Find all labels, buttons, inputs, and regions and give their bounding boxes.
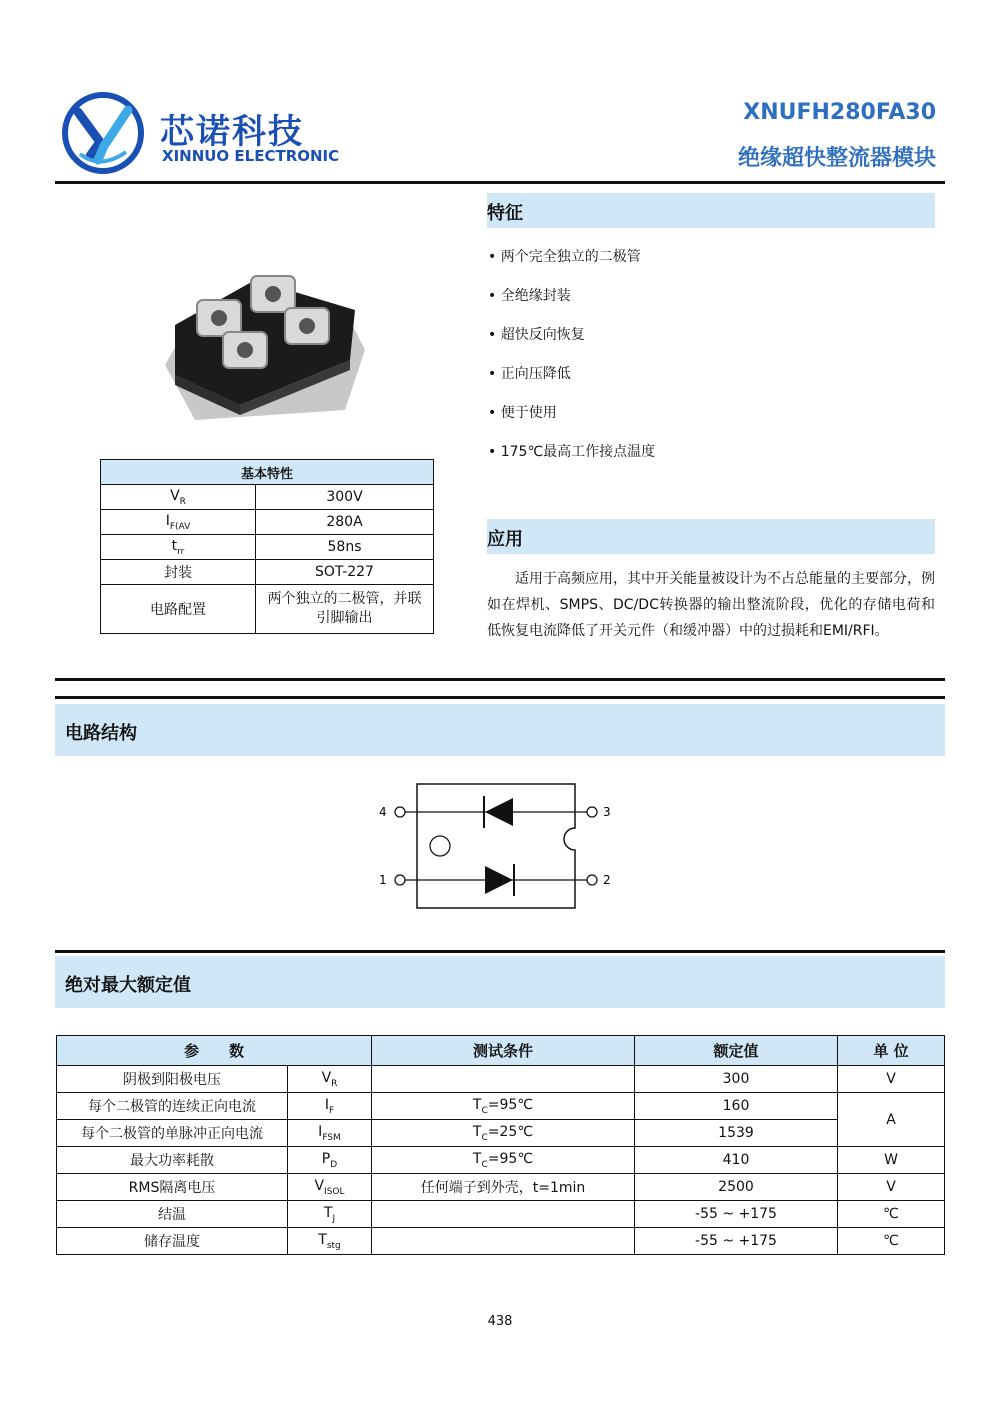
param-symbol: $I_{FSM}$ <box>288 1120 372 1147</box>
basic-specs-table <box>100 459 434 634</box>
param-name: 每个二极管的单脉冲正向电流 <box>57 1120 288 1147</box>
param-name: 最大功率耗散 <box>57 1147 288 1174</box>
unit: ℃ <box>838 1201 945 1228</box>
param-symbol: $T_J$ <box>288 1201 372 1228</box>
rated-value: 160 <box>635 1093 838 1120</box>
param-symbol: $P_D$ <box>288 1147 372 1174</box>
spec-value: 两个独立的二极管，并联引脚输出 <box>256 585 434 634</box>
table-row <box>101 485 434 510</box>
list-item: • 超快反向恢复 <box>488 325 655 364</box>
param-symbol: $V_{ISOL}$ <box>288 1174 372 1201</box>
table-row <box>57 1228 945 1255</box>
ratings-table <box>56 1035 945 1255</box>
application-text: 适用于高频应用，其中开关能量被设计为不占总能量的主要部分，例如在焊机、SMPS、DC/DC转换器的输出整流阶段，优化的存储电荷和低恢复电流降低了开关元件（和缓冲器）中的过损耗和EMI/RFI。 <box>487 571 935 639</box>
model-number: XNUFH280FA30 <box>743 100 936 125</box>
header-value: 额定值 <box>635 1036 838 1066</box>
table-row <box>57 1093 945 1120</box>
pin-label: 3 <box>603 805 611 819</box>
spec-param: 封装 <box>101 560 256 585</box>
spec-value: 300V <box>256 485 434 510</box>
spec-param: 电路配置 <box>101 585 256 634</box>
ratings-title: 绝对最大额定值 <box>65 975 191 996</box>
section-divider <box>55 696 945 699</box>
test-condition: 任何端子到外壳，t=1min <box>372 1174 635 1201</box>
test-condition: $T_C=25℃$ <box>372 1120 635 1147</box>
features-list <box>488 247 655 481</box>
test-condition: $T_C=95℃$ <box>372 1147 635 1174</box>
rated-value: -55 ~ +175 <box>635 1228 838 1255</box>
product-subtitle: 绝缘超快整流器模块 <box>737 146 936 171</box>
param-name: 每个二极管的连续正向电流 <box>57 1093 288 1120</box>
page-number: 438 <box>487 1314 513 1329</box>
section-header-features <box>487 193 935 228</box>
circuit-title: 电路结构 <box>65 723 137 744</box>
spec-value: 280A <box>256 510 434 535</box>
table-row <box>101 560 434 585</box>
section-header-circuit <box>55 704 945 756</box>
table-row <box>57 1120 945 1147</box>
application-title: 应用 <box>487 529 523 550</box>
pin-label: 1 <box>379 873 387 887</box>
pin-label: 4 <box>379 805 387 819</box>
param-symbol: $T_{stg}$ <box>288 1228 372 1255</box>
unit: W <box>838 1147 945 1174</box>
list-item: • 175℃最高工作接点温度 <box>488 442 655 481</box>
header-condition: 测试条件 <box>372 1036 635 1066</box>
table-row <box>57 1174 945 1201</box>
list-item: • 全绝缘封装 <box>488 286 655 325</box>
spec-value: SOT-227 <box>256 560 434 585</box>
test-condition <box>372 1228 635 1255</box>
product-image <box>155 270 370 420</box>
spec-value: 58ns <box>256 535 434 560</box>
param-name: 阴极到阳极电压 <box>57 1066 288 1093</box>
unit: A <box>838 1093 945 1147</box>
table-row <box>101 585 434 634</box>
section-header-ratings <box>55 956 945 1008</box>
header-param: 参 数 <box>57 1036 372 1066</box>
brand-name-cn: 芯诺科技 <box>160 112 304 152</box>
param-symbol: $I_F$ <box>288 1093 372 1120</box>
table-row <box>57 1066 945 1093</box>
brand-name-en: XINNUO ELECTRONIC <box>162 147 340 165</box>
pin-label: 2 <box>603 873 611 887</box>
param-name: 储存温度 <box>57 1228 288 1255</box>
section-header-application <box>487 519 935 554</box>
table-row <box>57 1147 945 1174</box>
unit: ℃ <box>838 1228 945 1255</box>
spec-param: $V_R$ <box>101 485 256 510</box>
section-divider <box>55 678 945 681</box>
rated-value: -55 ~ +175 <box>635 1201 838 1228</box>
table-row <box>101 510 434 535</box>
unit: V <box>838 1066 945 1093</box>
rated-value: 2500 <box>635 1174 838 1201</box>
test-condition <box>372 1201 635 1228</box>
circuit-diagram <box>375 780 615 915</box>
table-row <box>101 535 434 560</box>
rated-value: 300 <box>635 1066 838 1093</box>
param-symbol: $V_R$ <box>288 1066 372 1093</box>
test-condition: $T_C=95℃$ <box>372 1093 635 1120</box>
list-item: • 便于使用 <box>488 403 655 442</box>
rated-value: 410 <box>635 1147 838 1174</box>
section-divider <box>55 950 945 953</box>
header-unit: 单 位 <box>838 1036 945 1066</box>
spec-param: $I_{F(AV}$ <box>101 510 256 535</box>
spec-param: $t_{rr}$ <box>101 535 256 560</box>
table-row <box>57 1201 945 1228</box>
param-name: 结温 <box>57 1201 288 1228</box>
basic-specs-title: 基本特性 <box>101 460 434 485</box>
param-name: RMS隔离电压 <box>57 1174 288 1201</box>
company-logo <box>60 90 146 176</box>
list-item: • 正向压降低 <box>488 364 655 403</box>
rated-value: 1539 <box>635 1120 838 1147</box>
header-divider <box>55 181 945 184</box>
test-condition <box>372 1066 635 1093</box>
features-title: 特征 <box>487 203 523 224</box>
list-item: • 两个完全独立的二极管 <box>488 247 655 286</box>
unit: V <box>838 1174 945 1201</box>
